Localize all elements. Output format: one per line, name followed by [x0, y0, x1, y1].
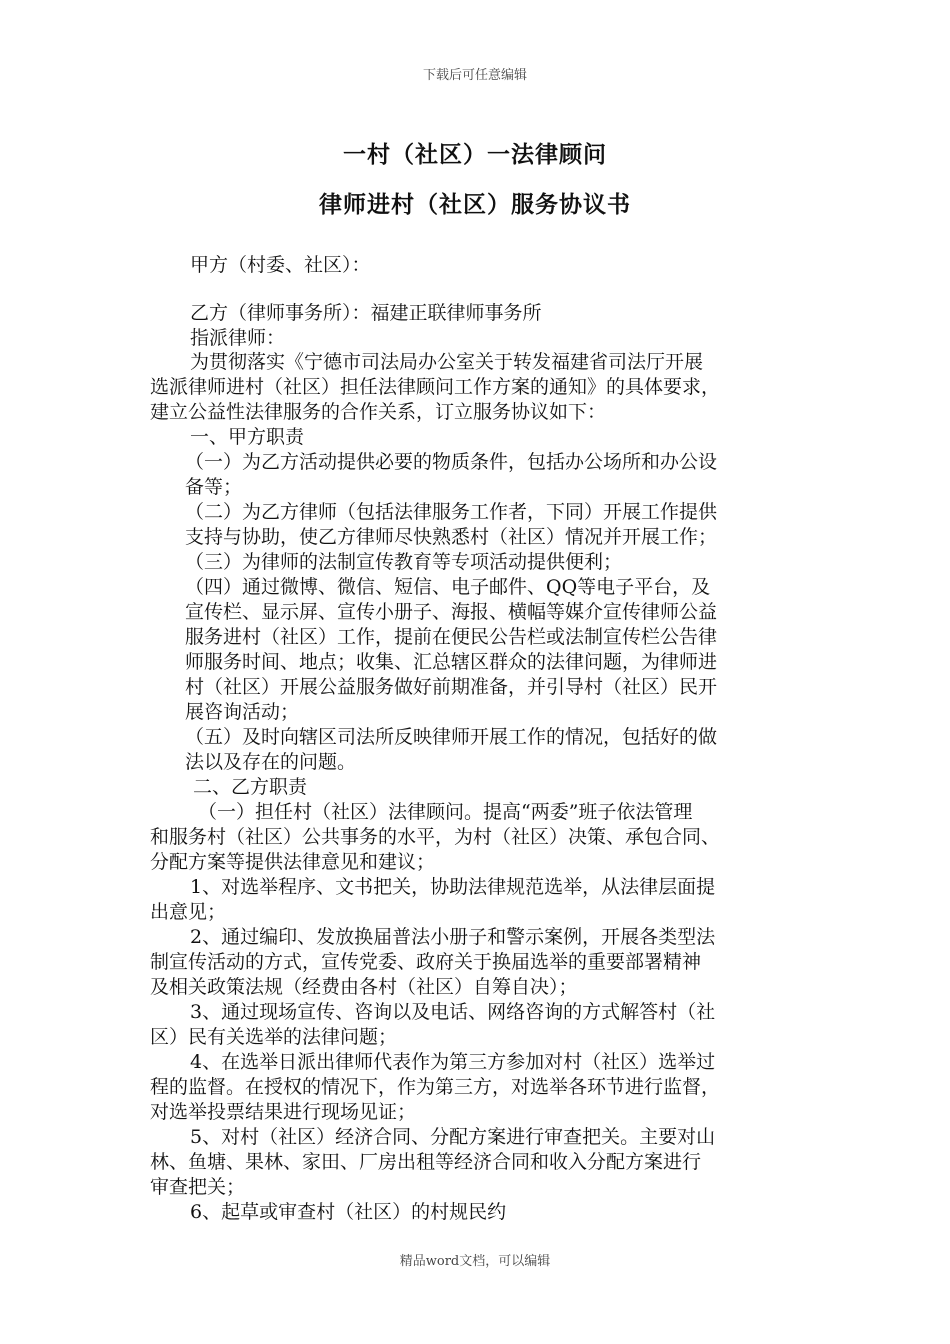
body-line: 出意见；: [150, 901, 227, 923]
body-line: 指派律师：: [190, 327, 286, 349]
body-line: 及相关政策法规（经费由各村（社区）自筹自决）；: [150, 976, 578, 998]
body-line: 选派律师进村（社区）担任法律顾问工作方案的通知》的具体要求，: [150, 376, 721, 398]
body-line: （一）担任村（社区）法律顾问。提高“两委”班子依法管理: [198, 801, 693, 823]
body-line: 4、在选举日派出律师代表作为第三方参加对村（社区）选举过: [190, 1051, 716, 1073]
body-line: 审查把关；: [150, 1176, 246, 1198]
body-line: 备等；: [185, 476, 243, 498]
body-line: 对选举投票结果进行现场见证；: [150, 1101, 417, 1123]
body-line: 师服务时间、地点；收集、汇总辖区群众的法律问题，为律师进: [185, 651, 718, 673]
body-line: 宣传栏、显示屏、宣传小册子、海报、横幅等媒介宣传律师公益: [185, 601, 718, 623]
body-line: 林、鱼塘、果林、家田、厂房出租等经济合同和收入分配方案进行: [150, 1151, 702, 1173]
body-line: （二）为乙方律师（包括法律服务工作者，下同）开展工作提供: [185, 501, 718, 523]
body-line: 乙方（律师事务所）：福建正联律师事务所: [190, 302, 542, 324]
body-line: 和服务村（社区）公共事务的水平，为村（社区）决策、承包合同、: [150, 826, 721, 848]
body-line: 二、乙方职责: [193, 776, 308, 798]
body-line: 分配方案等提供法律意见和建议；: [150, 851, 436, 873]
body-line: 5、对村（社区）经济合同、分配方案进行审查把关。主要对山: [190, 1126, 716, 1148]
body-line: （三）为律师的法制宣传教育等专项活动提供便利；: [185, 551, 623, 573]
body-line: 6、起草或审查村（社区）的村规民约: [190, 1201, 507, 1223]
body-line: 程的监督。在授权的情况下，作为第三方，对选举各环节进行监督，: [150, 1076, 721, 1098]
body-line: 区）民有关选举的法律问题；: [150, 1026, 398, 1048]
page-footer: 精品word文档，可以编辑: [399, 1254, 551, 1269]
body-line: 服务进村（社区）工作，提前在便民公告栏或法制宣传栏公告律: [185, 626, 718, 648]
body-line: （一）为乙方活动提供必要的物质条件，包括办公场所和办公设: [185, 451, 718, 473]
body-line: 建立公益性法律服务的合作关系，订立服务协议如下：: [150, 401, 607, 423]
body-line: 1、对选举程序、文书把关，协助法律规范选举，从法律层面提: [190, 876, 716, 898]
body-line: 为贯彻落实《宁德市司法局办公室关于转发福建省司法厅开展: [190, 351, 704, 373]
body-line: 一、甲方职责: [190, 426, 305, 448]
body-line: 展咨询活动；: [185, 701, 300, 723]
body-line: 甲方（村委、社区）：: [190, 254, 371, 276]
body-line: （四）通过微博、微信、短信、电子邮件、QQ等电子平台，及: [185, 576, 711, 598]
body-line: 制宣传活动的方式，宣传党委、政府关于换届选举的重要部署精神: [150, 951, 702, 973]
document-title-line-2: 律师进村（社区）服务协议书: [319, 192, 631, 218]
body-line: 法以及存在的问题。: [185, 751, 357, 773]
body-line: 3、通过现场宣传、咨询以及电话、网络咨询的方式解答村（社: [190, 1001, 716, 1023]
body-line: 支持与协助，使乙方律师尽快熟悉村（社区）情况并开展工作；: [185, 526, 718, 548]
body-line: 2、通过编印、发放换届普法小册子和警示案例，开展各类型法: [190, 926, 716, 948]
document-title-line-1: 一村（社区）一法律顾问: [343, 142, 607, 168]
body-line: 村（社区）开展公益服务做好前期准备，并引导村（社区）民开: [185, 676, 718, 698]
page-header: 下载后可任意编辑: [422, 68, 527, 83]
body-line: （五）及时向辖区司法所反映律师开展工作的情况，包括好的做: [185, 726, 718, 748]
